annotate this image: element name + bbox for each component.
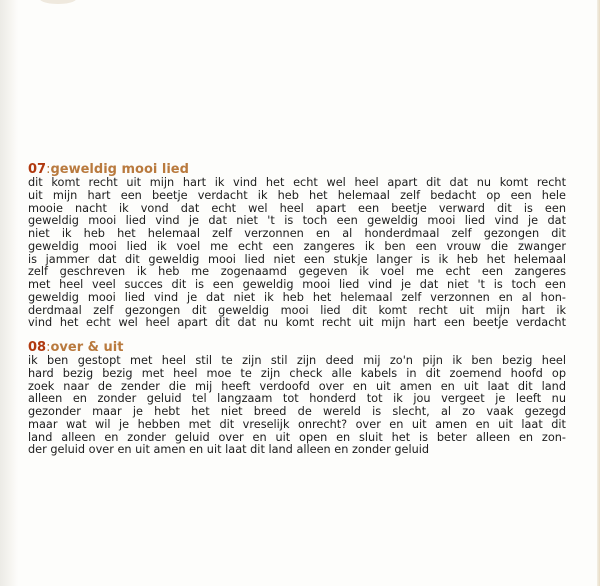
lyric-line: alleen en zonder geluid tel langzaam tot honderd tot ik jou vergeet je leeft nu: [28, 392, 566, 406]
song-heading: [28, 163, 573, 177]
song-title: over & uit: [50, 340, 124, 355]
lyric-line: geweldig mooi lied vind je dat niet ik heb het helemaal zelf verzonnen en al hon-: [28, 290, 566, 304]
lyric-line: geweldig mooi lied vind je dat niet 't is toch een geweldig mooi lied vind je dat: [28, 214, 566, 228]
track-number: 07: [28, 162, 47, 177]
lyric-line: uit mijn hart een beetje verdacht ik heb het helemaal zelf bedacht op een hele: [28, 188, 566, 202]
track-separator: :: [46, 340, 51, 355]
lyric-line: derdmaal zelf gezongen dit geweldig mooi lied dit komt recht uit mijn hart ik: [28, 303, 566, 317]
track-number: 08: [28, 340, 47, 355]
print-smudge: [40, 0, 76, 4]
track-separator: :: [46, 162, 51, 177]
lyric-line: der geluid over en uit amen en uit laat dit land alleen en zonder geluid: [28, 443, 430, 457]
lyric-line: zoek naar de zender die mij heeft verdoofd over en uit amen en uit laat dit land: [28, 379, 566, 393]
song-lyrics: [28, 177, 573, 330]
song-08: [28, 341, 573, 457]
lyric-line: dit komt recht uit mijn hart ik vind het echt wel heel apart dit dat nu komt recht: [28, 176, 566, 189]
song-07: [28, 163, 573, 330]
lyric-line: met heel veel succes dit is een geweldig mooi lied vind je dat niet 't is toch een: [28, 278, 566, 291]
lyric-line: mooie nacht ik vond dat echt wel heel apart een beetje verward dit is een: [28, 201, 566, 215]
page-gutter-shadow: [0, 0, 18, 586]
song-lyrics: [28, 355, 573, 457]
lyric-line: zelf geschreven ik heb me zogenaamd gegeven ik voel me echt een zangeres: [28, 265, 566, 279]
lyric-line: land alleen en zonder geluid over en uit open en sluit het is beter alleen en zon-: [28, 430, 566, 444]
lyric-line: is jammer dat dit geweldig mooi lied niet een stukje langer is ik heb het helemaal: [28, 252, 566, 266]
lyric-line: niet ik heb het helemaal zelf verzonnen en al honderdmaal zelf gezongen dit: [28, 227, 566, 240]
lyric-line: maar wat wil je hebben met dit vreselijk onrecht? over en uit amen en uit laat dit: [28, 417, 566, 431]
lyric-line: hard bezig bezig met heel moe te zijn check alle kabels in dit zoemend hoofd op: [28, 366, 566, 380]
song-heading: [28, 341, 573, 355]
song-title: geweldig mooi lied: [50, 162, 189, 177]
lyric-line: gezonder maar je hebt het niet breed de wereld is slecht, al zo vaak gezegd: [28, 405, 566, 418]
lyric-line: ik ben gestopt met heel stil te zijn stil zijn deed mij zo'n pijn ik ben bezig heel: [28, 354, 566, 367]
lyrics-page: [28, 163, 573, 468]
lyric-line: vind het echt wel heel apart dit dat nu komt recht uit mijn hart een beetje verdacht: [28, 316, 566, 330]
lyric-line: geweldig mooi lied ik voel me echt een zangeres ik ben een vrouw die zwanger: [28, 239, 566, 253]
